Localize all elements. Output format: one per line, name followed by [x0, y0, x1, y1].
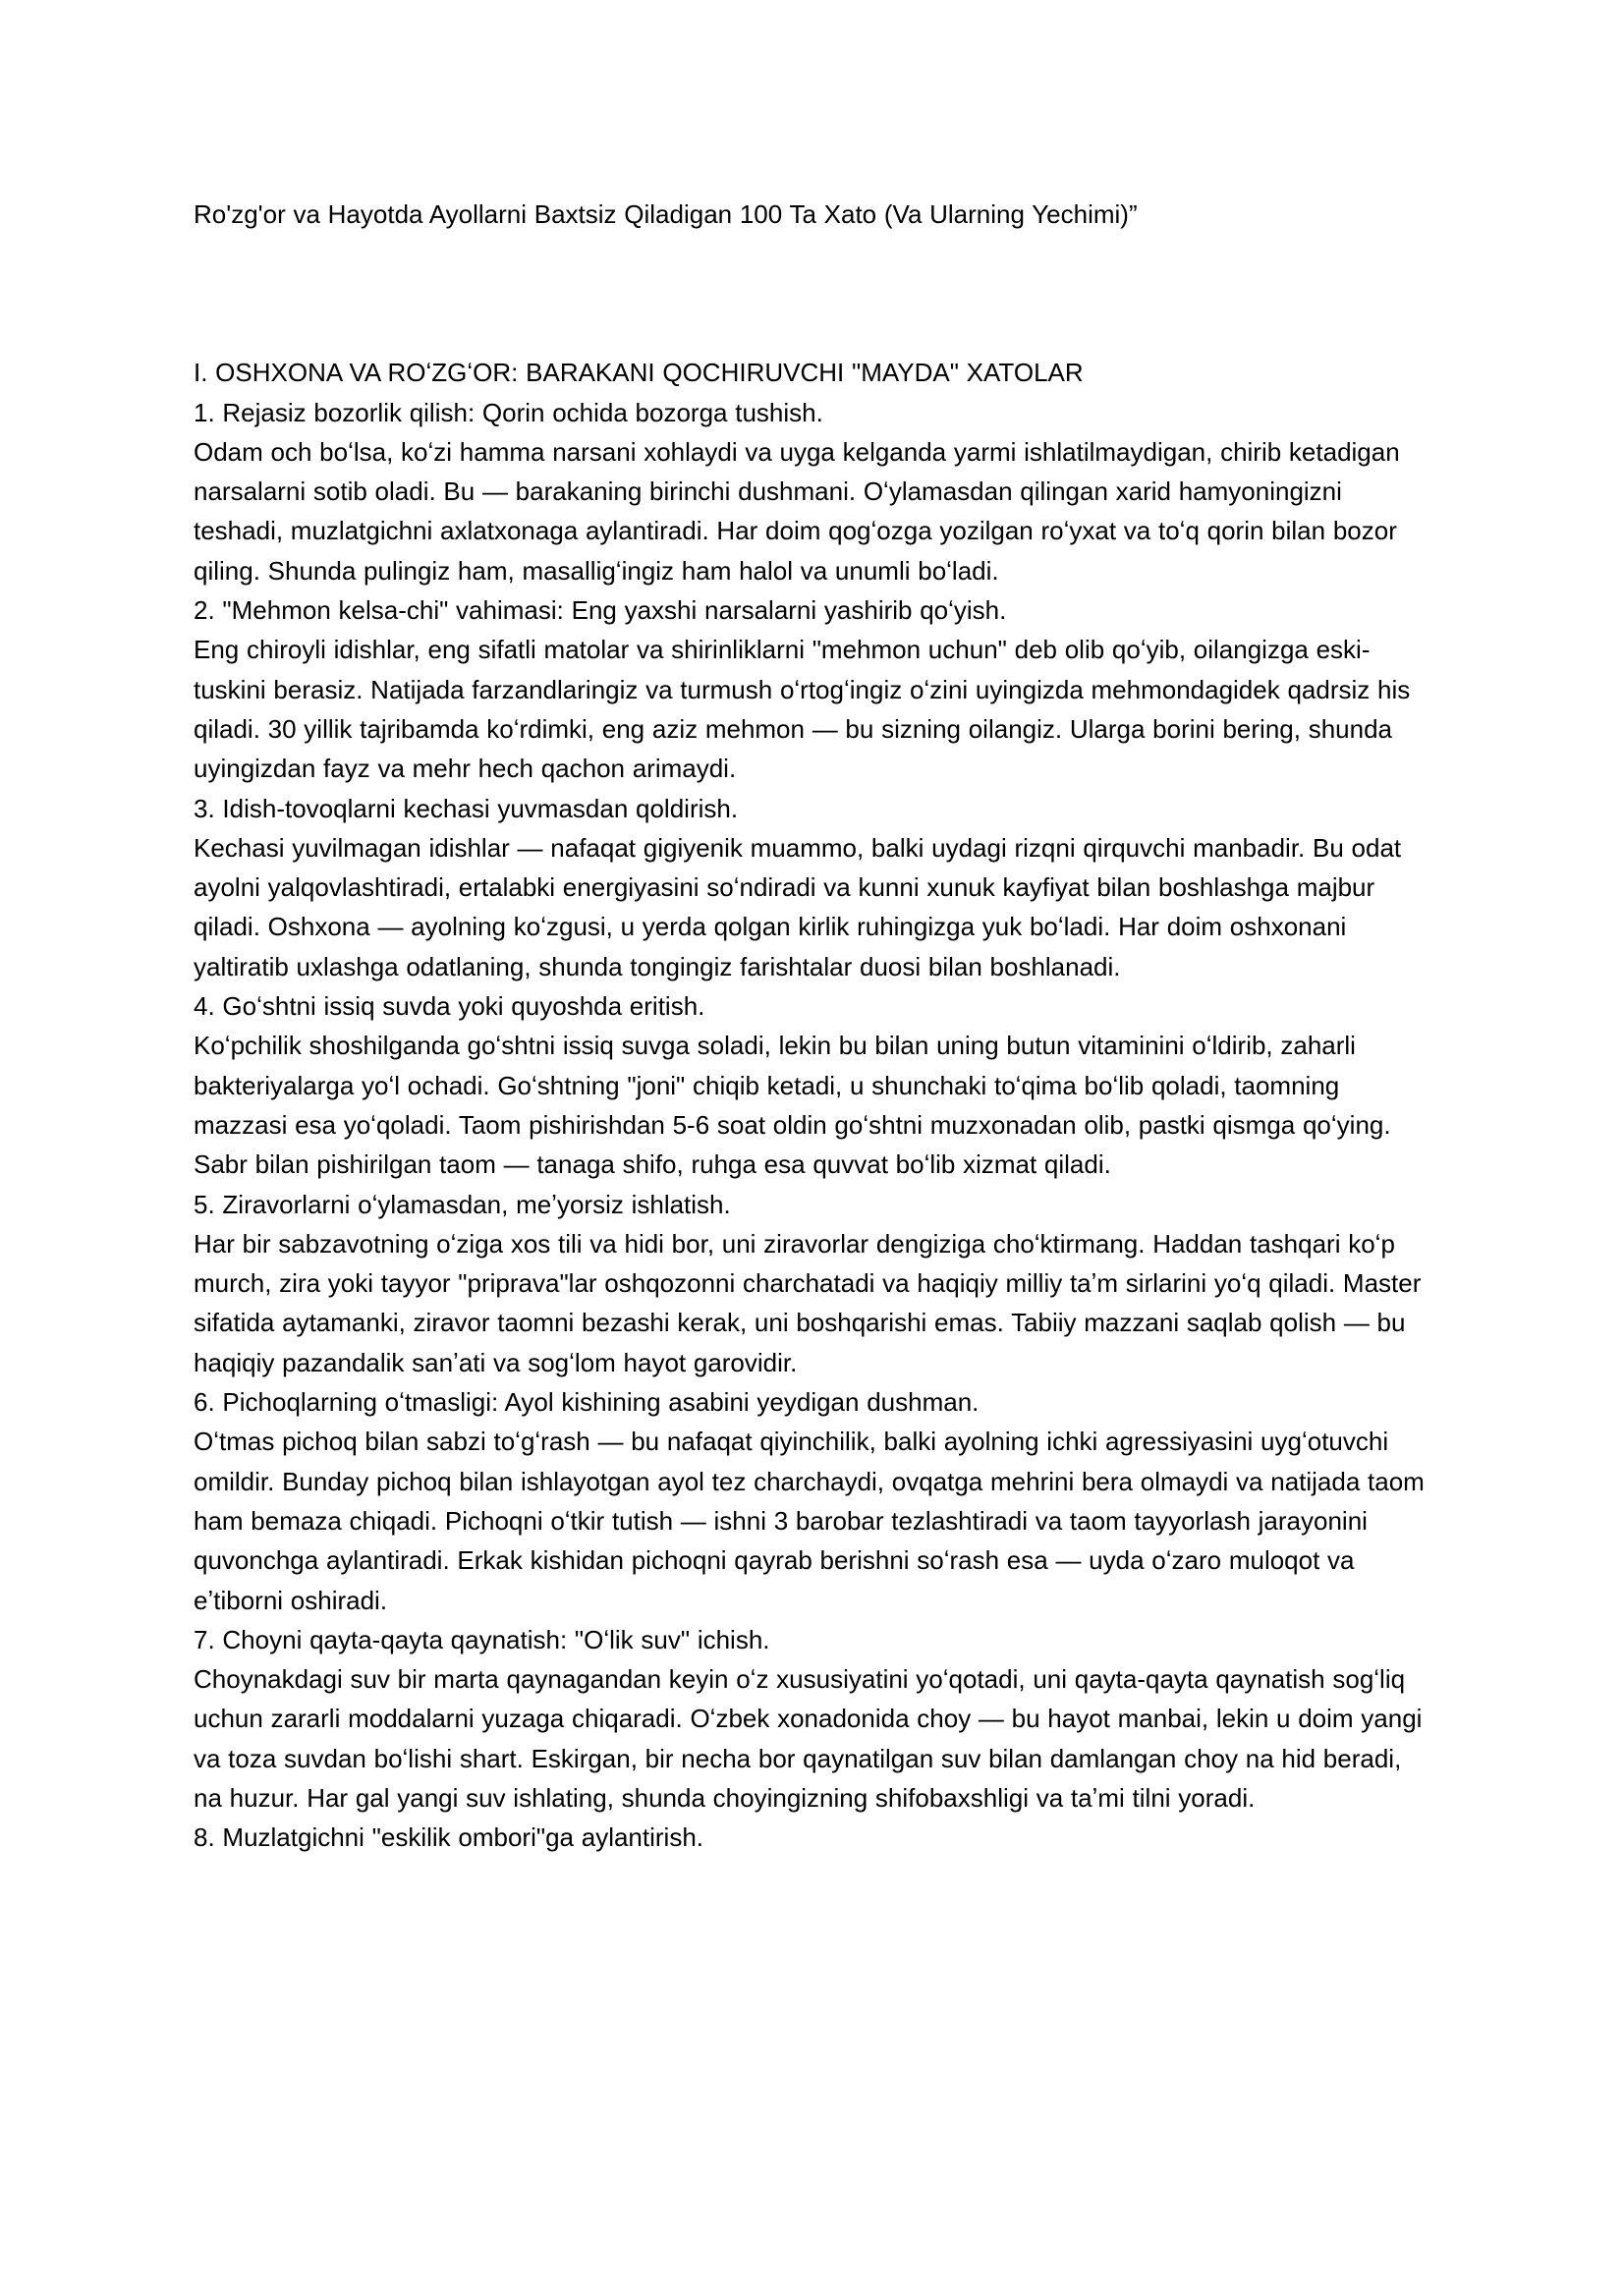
item-paragraph: Har bir sabzavotning oʻziga xos tili va hidi bor, uni ziravorlar dengiziga choʻktirmang. Haddan tashqari koʻp murch, zira yoki tayyor "priprava"lar oshqozonni charchatadi va haqiqiy milliy taʼm sirlarini yoʻq qiladi. Master sifatida aytamanki, ziravor taomni bezashi kerak, uni boshqarishi emas. Tabiiy mazzani saqlab qolish — bu haqiqiy pazandalik sanʼati va sogʻlom hayot garovidir. — [194, 1228, 1422, 1377]
item-heading: 5. Ziravorlarni oʻylamasdan, meʼyorsiz ishlatish. — [194, 1189, 731, 1219]
section-items — [194, 393, 1430, 1858]
item-heading: 3. Idish-tovoqlarni kechasi yuvmasdan qoldirish. — [194, 793, 739, 823]
item-paragraph: Odam och boʻlsa, koʻzi hamma narsani xohlaydi va uyga kelganda yarmi ishlatilmaydigan, chirib ketadigan narsalarni sotib oladi. Bu — barakaning birinchi dushmani. Oʻylamasdan qilingan xarid hamyoningizni teshadi, muzlatgichni axlatxonaga aylantiradi. Har doim qogʻozga yozilgan roʻyxat va toʻq qorin bilan bozor qiling. Shunda pulingiz ham, masalligʻingiz ham halol va unumli boʻladi. — [194, 436, 1400, 586]
item-heading: 2. "Mehmon kelsa-chi" vahimasi: Eng yaxshi narsalarni yashirib qoʻyish. — [194, 595, 1007, 626]
item-paragraph: Kechasi yuvilmagan idishlar — nafaqat gigiyenik muammo, balki uydagi rizqni qirquvchi manbadir. Bu odat ayolni yalqovlashtiradi, ertalabki energiyasini soʻndiradi va kunni xunuk kayfiyat bilan boshlashga majbur qiladi. Oshxona — ayolning koʻzgusi, u yerda qolgan kirlik ruhingizga yuk boʻladi. Har doim oshxonani yaltiratib uxlashga odatlaning, shunda tongingiz farishtalar duosi bilan boshlanadi. — [194, 832, 1402, 981]
blank-gap — [194, 234, 1430, 353]
item-paragraph: Oʻtmas pichoq bilan sabzi toʻgʻrash — bu nafaqat qiyinchilik, balki ayolning ichki agressiyasini uygʻotuvchi omildir. Bunday pichoq bilan ishlayotgan ayol tez charchaydi, ovqatga mehrini bera olmaydi va natijada taom ham bemaza chiqadi. Pichoqni oʻtkir tutish — ishni 3 barobar tezlashtiradi va taom tayyorlash jarayonini quvonchga aylantiradi. Erkak kishidan pichoqni qayrab berishni soʻrash esa — uyda oʻzaro muloqot va eʼtiborni oshiradi. — [194, 1427, 1425, 1615]
item-paragraph: Eng chiroyli idishlar, eng sifatli matolar va shirinliklarni "mehmon uchun" deb olib qoʻyib, oilangizga eski-tuskini berasiz. Natijada farzandlaringiz va turmush oʻrtogʻingiz oʻzini uyingizda mehmondagidek qadrsiz his qiladi. 30 yillik tajribamda koʻrdimki, eng aziz mehmon — bu sizning oilangiz. Ularga borini bering, shunda uyingizdan fayz va mehr hech qachon arimaydi. — [194, 635, 1411, 784]
item-heading: 4. Goʻshtni issiq suvda yoki quyoshda eritish. — [194, 991, 705, 1022]
item-heading: 8. Muzlatgichni "eskilik ombori"ga aylantirish. — [194, 1822, 704, 1853]
item-paragraph: Koʻpchilik shoshilganda goʻshtni issiq suvga soladi, lekin bu bilan uning butun vitaminini oʻldirib, zaharli bakteriyalarga yoʻl ochadi. Goʻshtning "joni" chiqib ketadi, u shunchaki toʻqima boʻlib qoladi, taomning mazzasi esa yoʻqoladi. Taom pishirishdan 5-6 soat oldin goʻshtni muzxonadan olib, pastki qismga qoʻying. Sabr bilan pishirilgan taom — tanaga shifo, ruhga esa quvvat boʻlib xizmat qiladi. — [194, 1031, 1391, 1180]
item-heading: 7. Choyni qayta-qayta qaynatish: "Oʻlik suv" ichish. — [194, 1624, 770, 1654]
item-heading: 1. Rejasiz bozorlik qilish: Qorin ochida bozorga tushish. — [194, 397, 823, 427]
item-heading: 6. Pichoqlarning oʻtmasligi: Ayol kishining asabini yeydigan dushman. — [194, 1387, 980, 1418]
document-title: Ro'zg'or va Hayotda Ayollarni Baxtsiz Qiladigan 100 Ta Xato (Va Ularning Yechimi)” — [194, 199, 1138, 229]
item-paragraph: Choynakdagi suv bir marta qaynagandan keyin oʻz xususiyatini yoʻqotadi, uni qayta-qayta qaynatish sogʻliq uchun zararli moddalarni yuzaga chiqaradi. Oʻzbek xonadonida choy — bu hayot manbai, lekin u doim yangi va toza suvdan boʻlishi shart. Eskirgan, bir necha bor qaynatilgan suv bilan damlangan choy na hid beradi, na huzur. Har gal yangi suv ishlating, shunda choyingizning shifobaxshligi va taʼmi tilni yoradi. — [194, 1664, 1423, 1813]
section-heading: I. OSHXONA VA ROʻZGʻOR: BARAKANI QOCHIRUVCHI "MAYDA" XATOLAR — [194, 358, 1084, 388]
